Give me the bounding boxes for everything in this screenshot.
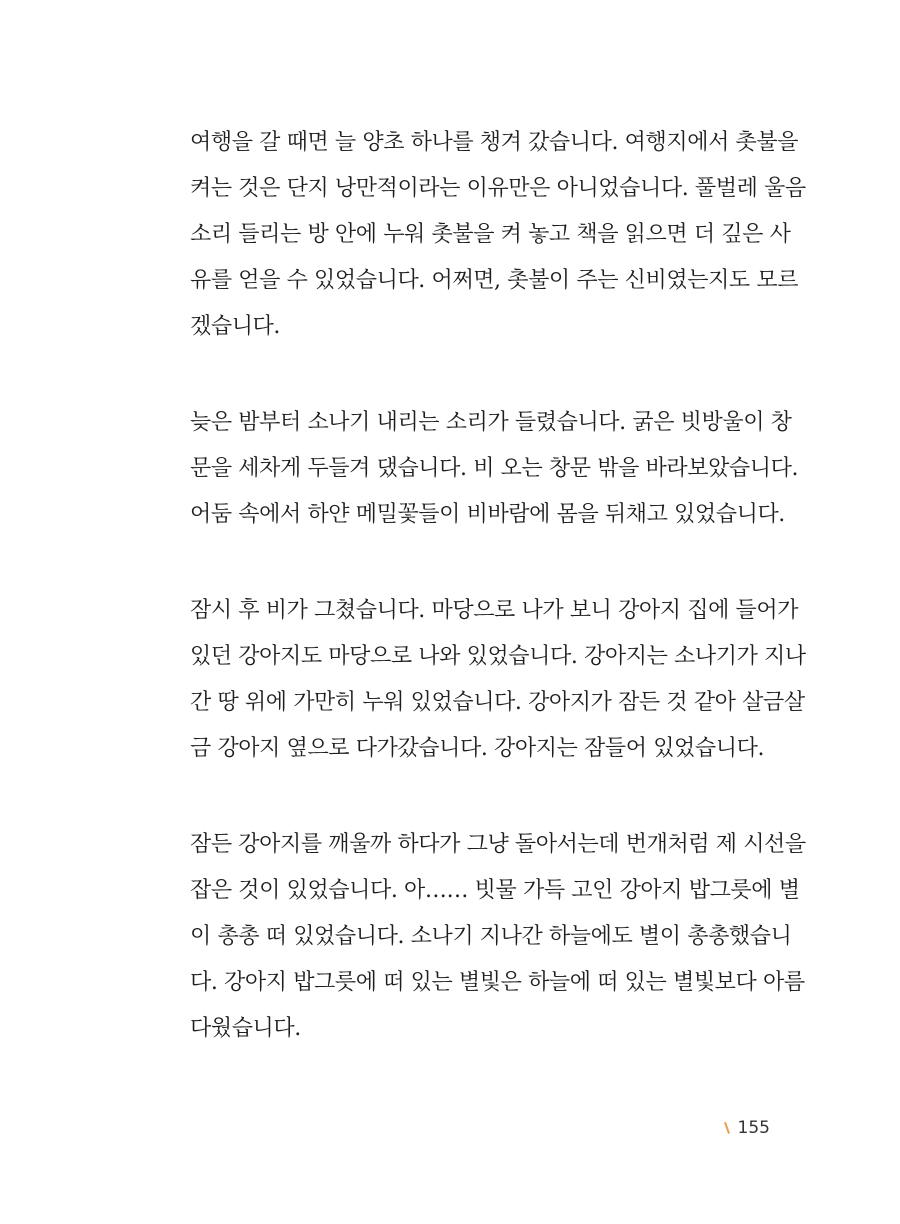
text-line: 유를 얻을 수 있었습니다. 어쩌면, 촛불이 주는 신비였는지도 모르 bbox=[190, 268, 799, 293]
text-line: 늦은 밤부터 소나기 내리는 소리가 들렸습니다. 굵은 빗방울이 창 bbox=[190, 410, 792, 435]
paragraph-4 bbox=[190, 822, 806, 1052]
paragraph-1 bbox=[190, 120, 806, 350]
text-line: 여행을 갈 때면 늘 양초 하나를 챙겨 갔습니다. 여행지에서 촛불을 bbox=[190, 130, 799, 155]
text-line: 간 땅 위에 가만히 누워 있었습니다. 강아지가 잠든 것 같아 살금살 bbox=[190, 690, 805, 715]
paragraph-3 bbox=[190, 588, 806, 772]
text-line: 이 총총 떠 있었습니다. 소나기 지나간 하늘에도 별이 총총했습니 bbox=[190, 924, 792, 949]
text-line: 소리 들리는 방 안에 누워 촛불을 켜 놓고 책을 읽으면 더 깊은 사 bbox=[190, 222, 791, 247]
text-line: 잠시 후 비가 그쳤습니다. 마당으로 나가 보니 강아지 집에 들어가 bbox=[190, 598, 799, 623]
text-line: 겠습니다. bbox=[190, 314, 281, 339]
text-line: 다. 강아지 밥그릇에 떠 있는 별빛은 하늘에 떠 있는 별빛보다 아름 bbox=[190, 970, 805, 995]
text-line: 잡은 것이 있었습니다. 아…… 빗물 가득 고인 강아지 밥그릇에 별 bbox=[190, 878, 800, 903]
page-number: 155 bbox=[737, 1118, 770, 1138]
text-line: 있던 강아지도 마당으로 나와 있었습니다. 강아지는 소나기가 지나 bbox=[190, 644, 806, 669]
text-line: 어둠 속에서 하얀 메밀꽃들이 비바람에 몸을 뒤채고 있었습니다. bbox=[190, 502, 785, 527]
paragraph-2 bbox=[190, 400, 799, 538]
page-folio bbox=[726, 1116, 770, 1140]
text-line: 잠든 강아지를 깨울까 하다가 그냥 돌아서는데 번개처럼 제 시선을 bbox=[190, 832, 806, 857]
text-line: 다웠습니다. bbox=[190, 1016, 301, 1041]
body-text bbox=[190, 120, 806, 1102]
folio-mark-icon bbox=[724, 1122, 730, 1134]
text-line: 켜는 것은 단지 낭만적이라는 이유만은 아니었습니다. 풀벌레 울음 bbox=[190, 176, 806, 201]
text-line: 문을 세차게 두들겨 댔습니다. 비 오는 창문 밖을 바라보았습니다. bbox=[190, 456, 799, 481]
text-line: 금 강아지 옆으로 다가갔습니다. 강아지는 잠들어 있었습니다. bbox=[190, 736, 765, 761]
